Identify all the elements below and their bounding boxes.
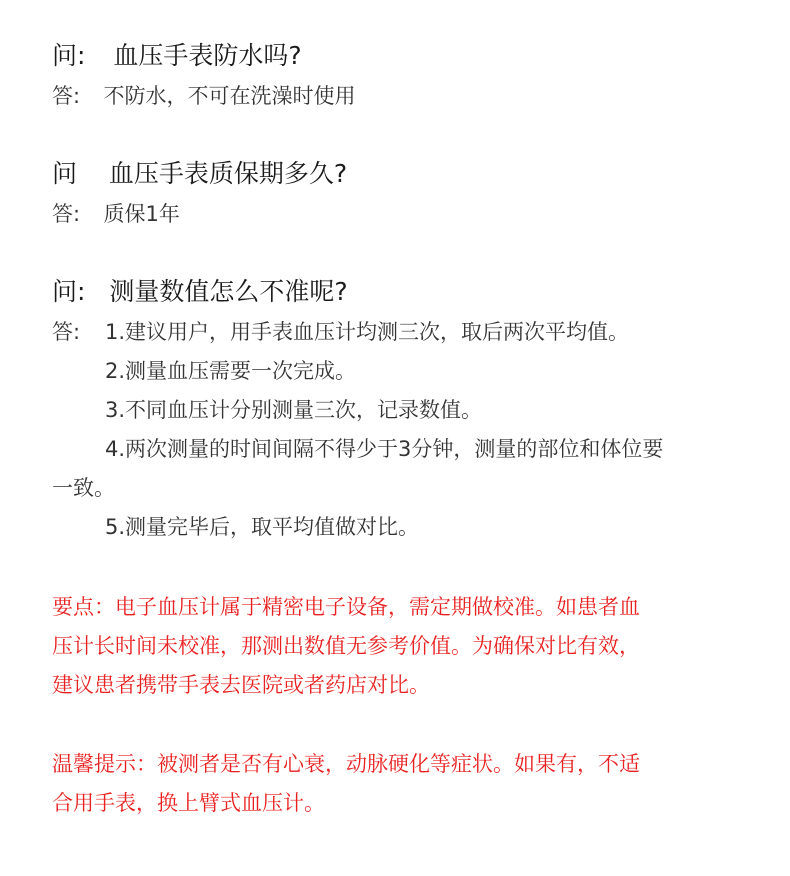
answer-item-text: 2.测量血压需要一次完成。: [105, 359, 357, 383]
notice-text: 压计长时间未校准，那测出数值无参考价值。为确保对比有效，: [52, 634, 640, 658]
tip-text: 温馨提示：被测者是否有心衰，动脉硬化等症状。如果有，不适: [52, 752, 640, 776]
tip-line-2: [52, 787, 325, 817]
answer-prefix: 答:: [52, 202, 81, 226]
answer-3-item-5: [105, 511, 419, 541]
answer-prefix: 答:: [52, 84, 81, 108]
answer-3-item-4: [105, 433, 663, 463]
question-1: [52, 36, 302, 72]
question-text: 血压手表防水吗?: [113, 41, 302, 70]
notice-text: 建议患者携带手表去医院或者药店对比。: [52, 673, 430, 697]
answer-3-item-3: [105, 394, 482, 424]
answer-2: [52, 198, 180, 228]
answer-item-text: 5.测量完毕后，取平均值做对比。: [105, 515, 420, 539]
answer-3-prefix: [52, 316, 80, 346]
question-prefix: 问:: [52, 41, 86, 70]
answer-item-text: 4.两次测量的时间间隔不得少于3分钟，测量的部位和体位要: [105, 437, 664, 461]
question-prefix: 问:: [52, 277, 86, 306]
answer-3-item-1: [105, 316, 629, 346]
answer-1: [52, 80, 355, 110]
question-text: 测量数值怎么不准呢?: [109, 277, 348, 306]
notice-line-3: [52, 669, 430, 699]
question-2: [52, 154, 347, 190]
tip-text: 合用手表，换上臂式血压计。: [52, 791, 325, 815]
notice-line-1: [52, 591, 640, 621]
tip-line-1: [52, 748, 640, 778]
answer-text: 不防水，不可在洗澡时使用: [103, 84, 356, 108]
answer-item-text: 3.不同血压计分别测量三次，记录数值。: [105, 398, 483, 422]
answer-prefix: 答:: [52, 320, 81, 344]
answer-3-item-2: [105, 355, 356, 385]
answer-item-text: 一致。: [52, 476, 115, 500]
answer-3-item-4-continued: [52, 472, 115, 502]
answer-text: 质保1年: [103, 202, 180, 226]
notice-text: 要点：电子血压计属于精密电子设备，需定期做校准。如患者血: [52, 595, 640, 619]
question-text: 血压手表质保期多久?: [108, 159, 348, 188]
answer-item-text: 1.建议用户，用手表血压计均测三次，取后两次平均值。: [105, 320, 630, 344]
notice-line-2: [52, 630, 640, 660]
question-prefix: 问: [52, 159, 78, 188]
question-3: [52, 272, 348, 308]
